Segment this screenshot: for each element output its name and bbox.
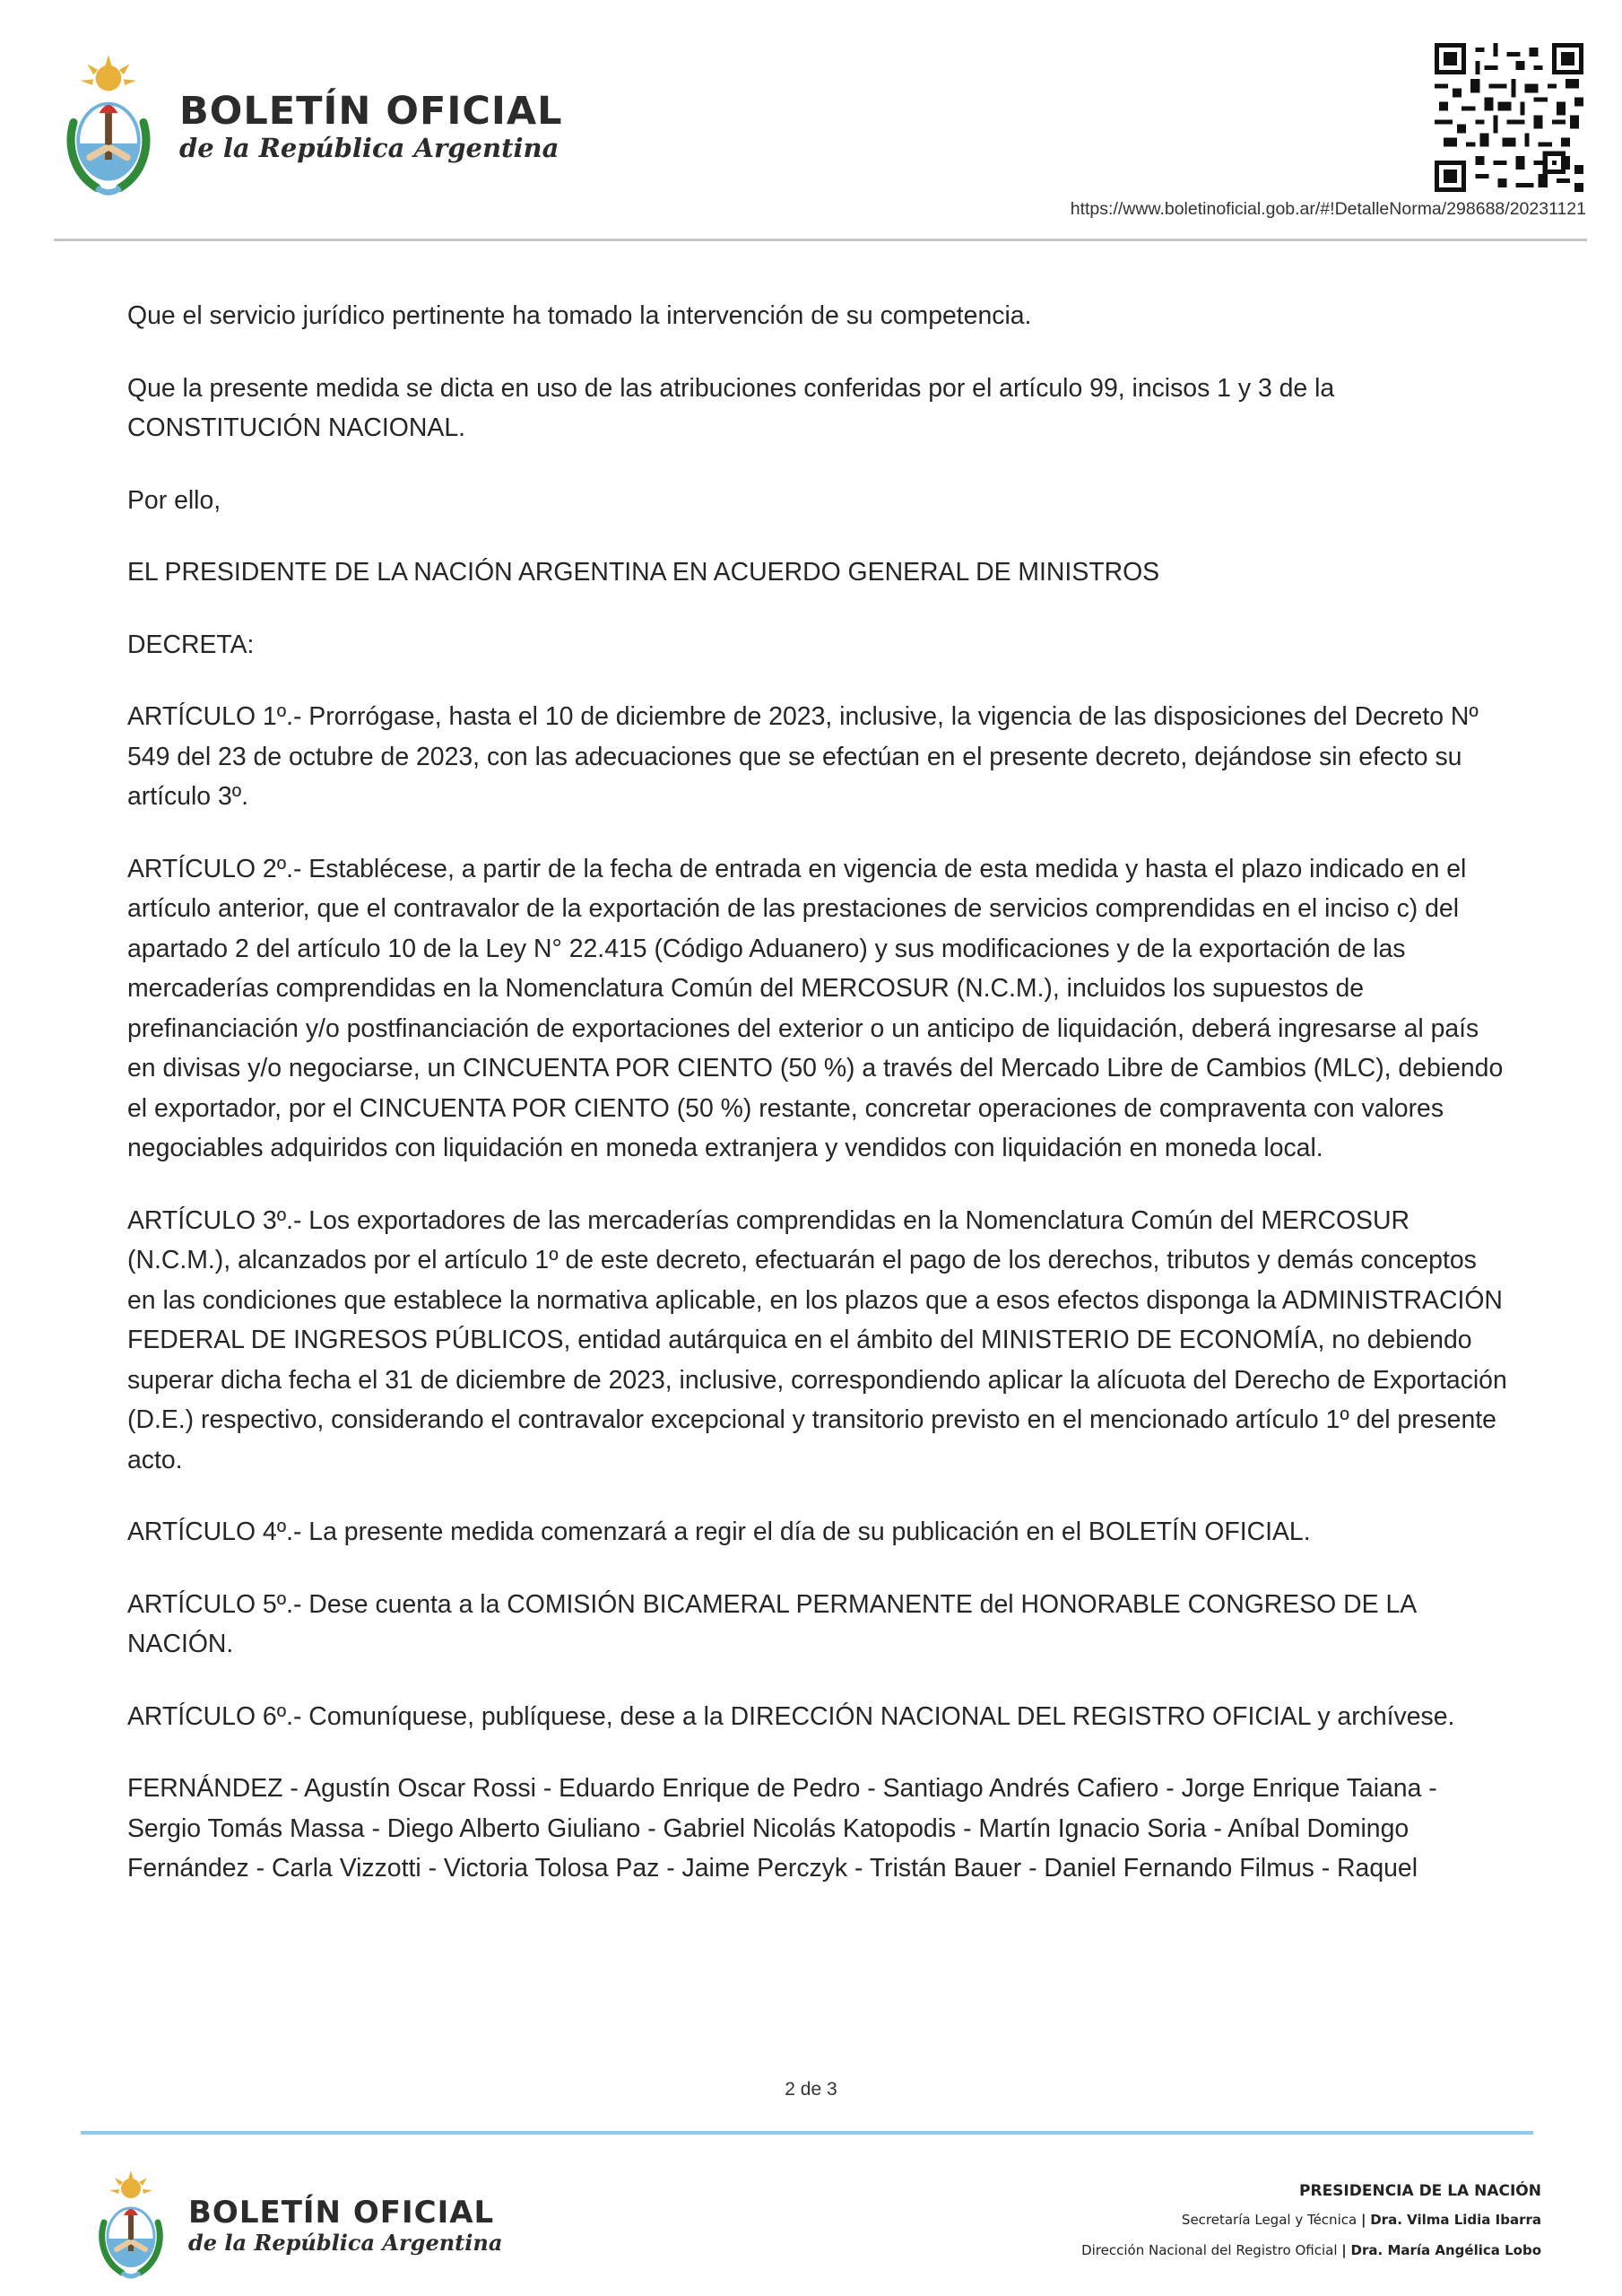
- paragraph: Por ello,: [127, 485, 221, 515]
- separator: |: [1360, 2212, 1366, 2228]
- official-name: Dra. Vilma Lidia Ibarra: [1370, 2212, 1541, 2228]
- paragraph: EL PRESIDENTE DE LA NACIÓN ARGENTINA EN ACUERDO GENERAL DE MINISTROS: [127, 558, 1160, 587]
- logo-title: BOLETÍN OFICIAL: [179, 88, 563, 134]
- article-6: ARTÍCULO 6º.- Comuníquese, publíquese, dese a la DIRECCIÓN NACIONAL DEL REGISTRO OFICIAL y archívese.: [127, 1701, 1455, 1731]
- paragraph: Que el servicio jurídico pertinente ha tomado la intervención de su competencia.: [127, 301, 1032, 330]
- official-name: Dra. María Angélica Lobo: [1350, 2242, 1541, 2258]
- signatories: FERNÁNDEZ - Agustín Oscar Rossi - Eduardo Enrique de Pedro - Santiago Andrés Cafiero - Jorge Enrique Taiana - Sergio Tomás Massa - Diego Alberto Giuliano - Gabriel Nicolás Katopodis - Martín Ignacio Soria - Aníbal Domingo Fernández - Carla Vizzotti - Victoria Tolosa Paz - Jaime Perczyk - Tristán Bauer - Daniel Fernando Filmus - Raquel: [127, 1774, 1437, 1883]
- separator: |: [1341, 2242, 1347, 2258]
- article-2: ARTÍCULO 2º.- Establécese, a partir de la fecha de entrada en vigencia de esta medida y hasta el plazo indicado en el artículo anterior, que el contravalor de la exportación de las prestaciones de servicios comprendidas en el inciso c) del apartado 2 del artículo 10 de la Ley N° 22.415 (Código Aduanero) y sus modificaciones y de la exportación de las mercaderías comprendidas en la Nomenclatura Común del MERCOSUR (N.C.M.), incluidos los supuestos de prefinanciación y/o postfinanciación de exportaciones del exterior o un anticipo de liquidación, deberá ingresarse al país en divisas y/o negociarse, un CINCUENTA POR CIENTO (50 %) a través del Mercado Libre de Cambios (MLC), debiendo el exportador, por el CINCUENTA POR CIENTO (50 %) restante, concretar operaciones de compraventa con valores negociables adquiridos con liquidación en moneda extranjera y vendidos con liquidación en moneda local.: [127, 854, 1504, 1162]
- article-3: ARTÍCULO 3º.- Los exportadores de las mercaderías comprendidas en la Nomenclatura Común del MERCOSUR (N.C.M.), alcanzados por el artículo 1º de este decreto, efectuarán el pago de los derechos, tributos y demás conceptos en las condiciones que establece la normativa aplicable, en los plazos que a esos efectos disponga la ADMINISTRACIÓN FEDERAL DE INGRESOS PÚBLICOS, entidad autárquica en el ámbito del MINISTERIO DE ECONOMÍA, no debiendo superar dicha fecha el 31 de diciembre de 2023, inclusive, correspondiendo aplicar la alícuota del Derecho de Exportación (D.E.) respectivo, considerando el contravalor excepcional y transitorio previsto en el mencionado artículo 1º del presente acto.: [127, 1205, 1507, 1474]
- page-header: [0, 0, 1622, 242]
- document-url[interactable]: https://www.boletinoficial.gob.ar/#!DetalleNorma/298688/20231121: [1070, 199, 1586, 219]
- footer-logo-subtitle: de la República Argentina: [188, 2230, 503, 2257]
- paragraph: Que la presente medida se dicta en uso de las atribuciones conferidas por el artículo 99, incisos 1 y 3 de la CONSTITUCIÓN NACIONAL.: [127, 373, 1335, 442]
- document-body: [127, 296, 1508, 1889]
- article-4: ARTÍCULO 4º.- La presente medida comenzará a regir el día de su publicación en el BOLETÍN OFICIAL.: [127, 1518, 1311, 1546]
- article-1: ARTÍCULO 1º.- Prorrógase, hasta el 10 de diciembre de 2023, inclusive, la vigencia de las disposiciones del Decreto Nº 549 del 23 de octubre de 2023, con las adecuaciones que se efectúan en el presente decreto, dejándose sin efecto su artículo 3º.: [127, 702, 1479, 811]
- footer-boletin-logo: [86, 2169, 502, 2285]
- boletin-logo: [50, 52, 563, 204]
- article-5: ARTÍCULO 5º.- Dese cuenta a la COMISIÓN BICAMERAL PERMANENTE del HONORABLE CONGRESO DE LA NACIÓN.: [127, 1589, 1416, 1658]
- qr-code-icon[interactable]: [1435, 43, 1583, 192]
- logo-subtitle: de la República Argentina: [179, 132, 559, 163]
- footer-credits: [1081, 2178, 1541, 2266]
- footer-line-2: [1081, 2235, 1541, 2266]
- footer-line-1: [1081, 2205, 1541, 2235]
- escudo-icon: [50, 52, 167, 204]
- header-divider: [54, 239, 1587, 241]
- office-name: Dirección Nacional del Registro Oficial: [1081, 2242, 1338, 2258]
- office-name: Secretaría Legal y Técnica: [1181, 2212, 1357, 2228]
- paragraph: DECRETA:: [127, 630, 255, 659]
- page-number: 2 de 3: [785, 2079, 837, 2100]
- presidency-label: PRESIDENCIA DE LA NACIÓN: [1299, 2182, 1541, 2200]
- footer-divider: [81, 2131, 1533, 2135]
- footer-logo-title: BOLETÍN OFICIAL: [188, 2194, 495, 2231]
- escudo-icon: [86, 2169, 176, 2285]
